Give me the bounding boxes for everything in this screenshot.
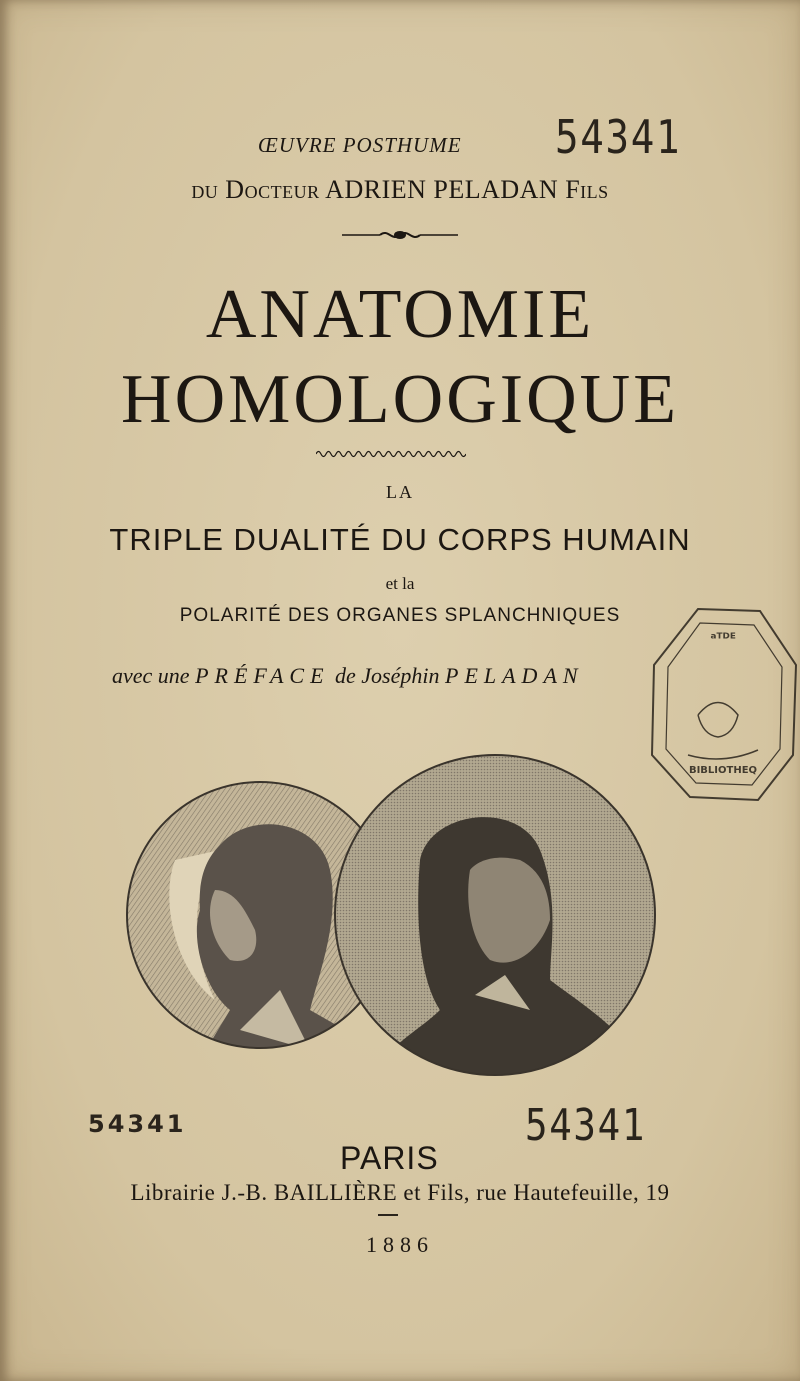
preface-de: de Joséphin — [335, 663, 440, 688]
wavy-divider — [316, 447, 466, 461]
subtitle-et-la: et la — [385, 574, 415, 593]
shelf-number-right: 54341 — [525, 1100, 647, 1151]
svg-text:ᵃᵀᴰᴱ: ᵃᵀᴰᴱ — [710, 631, 736, 647]
subtitle-line-1: TRIPLE DUALITÉ DU CORPS HUMAIN — [109, 522, 691, 557]
svg-text:BIBLIOTHEQ: BIBLIOTHEQ — [688, 765, 758, 776]
author-name: ADRIEN PELADAN — [325, 175, 559, 204]
imprint-year: 1886 — [366, 1232, 434, 1257]
imprint-city: PARIS — [340, 1140, 439, 1176]
shelf-number-top: 54341 — [555, 110, 682, 164]
title-line-2: HOMOLOGIQUE — [121, 361, 679, 438]
oeuvre-posthume: ŒUVRE POSTHUME — [258, 133, 462, 157]
imprint-dash — [378, 1214, 398, 1216]
library-stamp — [648, 605, 798, 805]
ornament-divider-top — [340, 226, 460, 244]
subtitle-la: LA — [386, 482, 414, 502]
author-line — [0, 175, 800, 205]
portraits-illustration — [120, 750, 660, 1090]
title-line-1: ANATOMIE — [205, 276, 595, 353]
docteur-prefix: du Docteur — [191, 175, 320, 204]
subtitle-line-2: POLARITÉ DES ORGANES SPLANCHNIQUES — [179, 605, 621, 626]
right-portrait — [335, 755, 655, 1090]
preface-line — [112, 663, 584, 689]
shelf-number-left: 54341 — [88, 1110, 187, 1138]
preface-word: PRÉFACE — [195, 663, 330, 688]
author-suffix: Fils — [565, 175, 609, 204]
publisher-line: Librairie J.-B. BAILLIÈRE et Fils, rue Hautefeuille, 19 — [130, 1180, 670, 1205]
preface-lead: avec une — [112, 663, 190, 688]
preface-name: PELADAN — [445, 663, 584, 688]
